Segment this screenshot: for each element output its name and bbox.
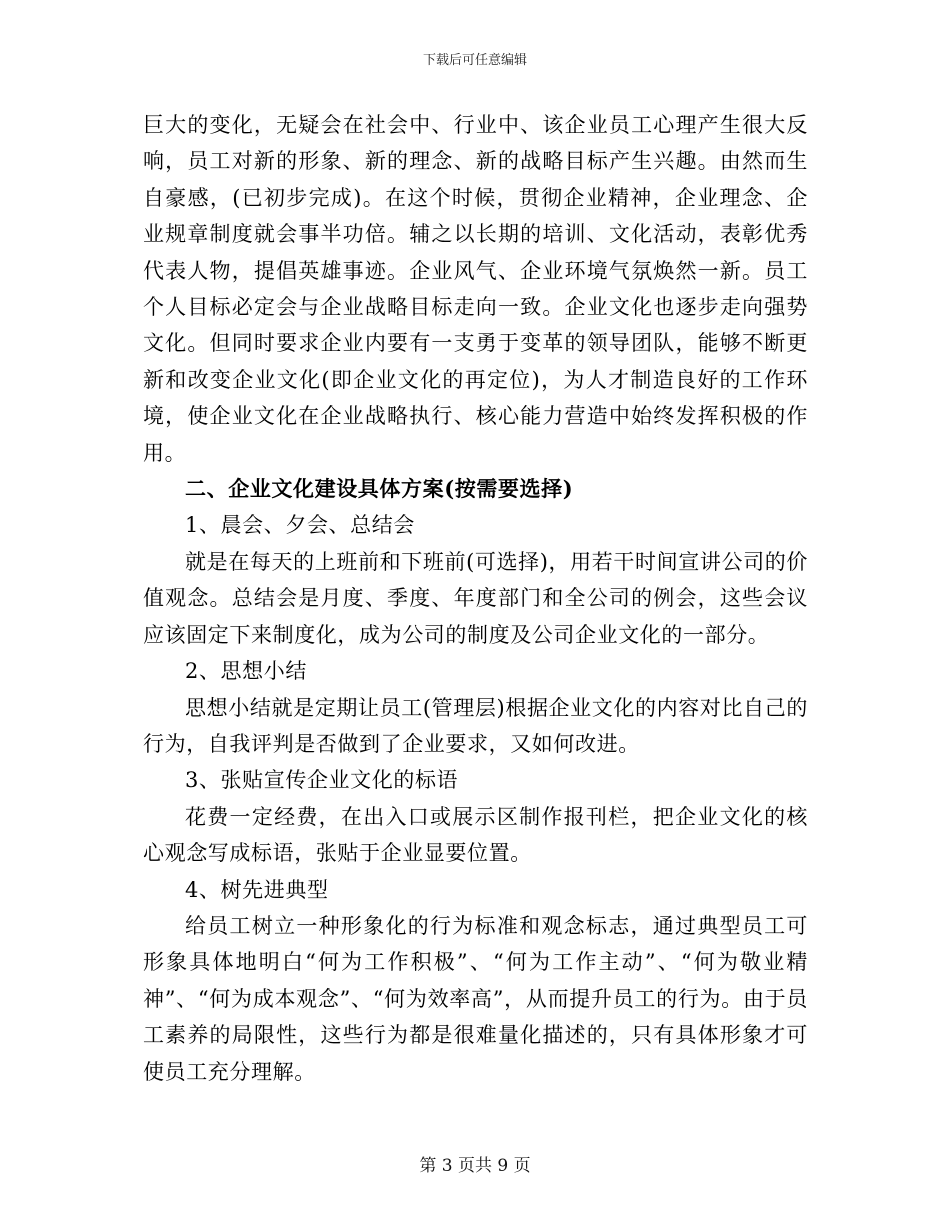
page-header: 下载后可任意编辑	[422, 53, 527, 68]
document-body	[143, 107, 808, 1090]
item-2-paragraph: 思想小结就是定期让员工(管理层)根据企业文化的内容对比自己的行为，自我评判是否做到了企业要求，又如何改进。	[143, 695, 808, 756]
item-1-title: 1、晨会、夕会、总结会	[185, 513, 415, 538]
intro-paragraph: 巨大的变化，无疑会在社会中、行业中、该企业员工心理产生很大反响，员工对新的形象、新的理念、新的战略目标产生兴趣。由然而生自豪感，(已初步完成)。在这个时候，贯彻企业精神，企业理念、企业规章制度就会事半功倍。辅之以长期的培训、文化活动，表彰优秀代表人物，提倡英雄事迹。企业风气、企业环境气氛焕然一新。员工个人目标必定会与企业战略目标走向一致。企业文化也逐步走向强势文化。但同时要求企业内要有一支勇于变革的领导团队，能够不断更新和改变企业文化(即企业文化的再定位)，为人才制造良好的工作环境，使企业文化在企业战略执行、核心能力营造中始终发挥积极的作用。	[143, 113, 808, 465]
item-4-paragraph: 给员工树立一种形象化的行为标准和观念标志，通过典型员工可形象具体地明白“何为工作积极”、“何为工作主动”、“何为敬业精神”、“何为成本观念”、“何为效率高”，从而提升员工的行为。由于员工素养的局限性，这些行为都是很难量化描述的，只有具体形象才可使员工充分理解。	[143, 913, 808, 1084]
item-1-paragraph: 就是在每天的上班前和下班前(可选择)，用若干时间宣讲公司的价值观念。总结会是月度、季度、年度部门和全公司的例会，这些会议应该固定下来制度化，成为公司的制度及公司企业文化的一部分。	[143, 549, 808, 647]
item-4-title: 4、树先进典型	[185, 877, 329, 902]
page-footer: 第 3 页共 9 页	[419, 1156, 531, 1176]
item-3-paragraph: 花费一定经费，在出入口或展示区制作报刊栏，把企业文化的核心观念写成标语，张贴于企业显要位置。	[143, 804, 808, 866]
section-heading: 二、企业文化建设具体方案(按需要选择)	[185, 476, 574, 502]
item-2-title: 2、思想小结	[185, 659, 307, 684]
item-3-title: 3、张贴宣传企业文化的标语	[185, 768, 459, 793]
